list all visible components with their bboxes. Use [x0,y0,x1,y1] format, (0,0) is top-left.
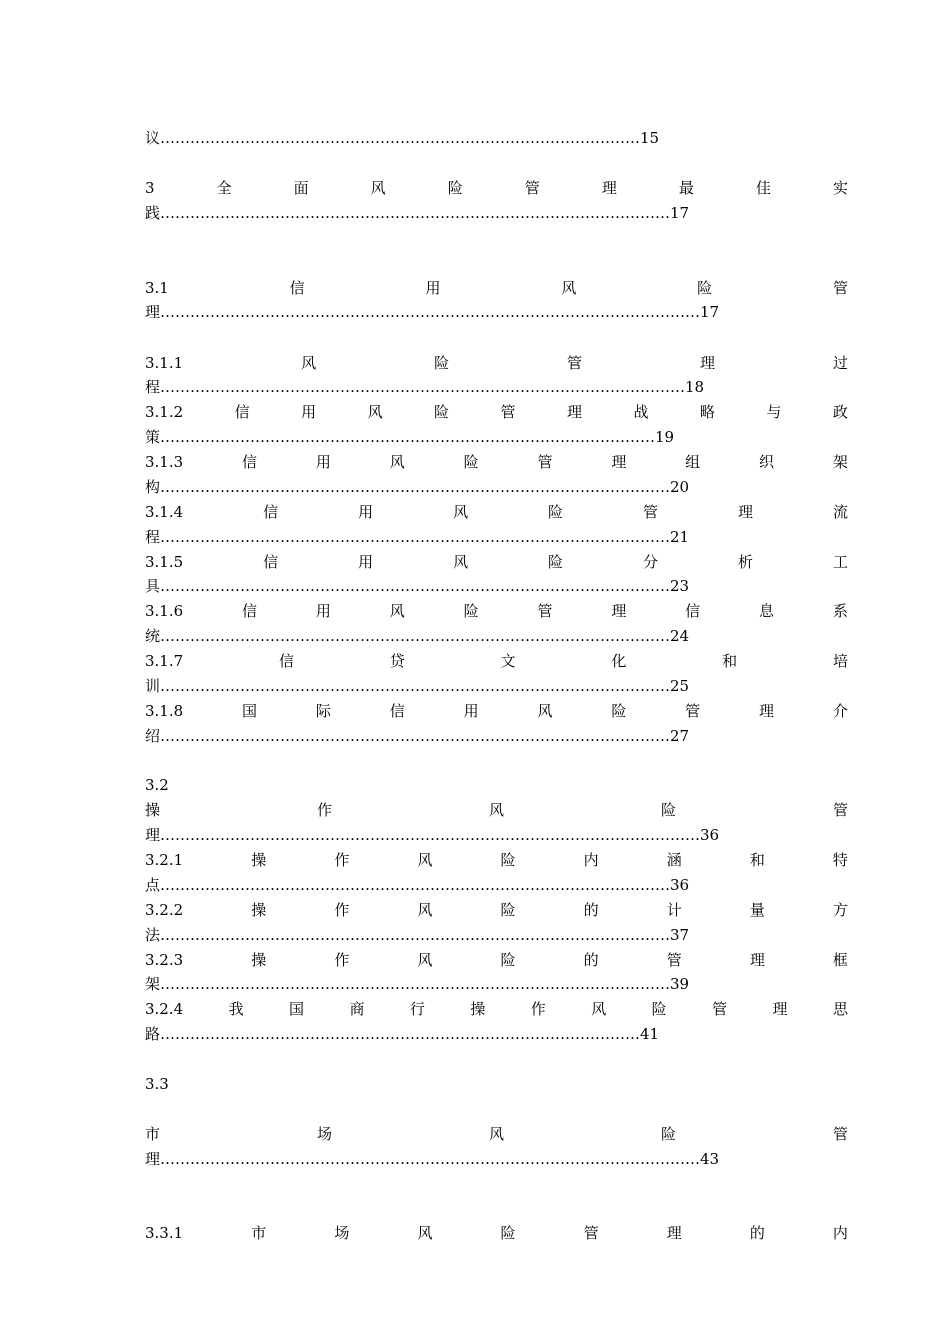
toc-entry-3-1-1: 3.1.1 风 险 管 理 过 [145,354,848,372]
toc-heading-3: 3 全 面 风 险 管 理 最 佳 实 [145,179,848,197]
toc-heading-3-2: 操 作 风 险 管 [145,801,848,819]
toc-entry-3-1-7: 3.1.7 信 贷 文 化 和 培 [145,652,848,670]
toc-heading-3-3: 市 场 风 险 管 [145,1125,848,1143]
toc-entry-3-1-5: 3.1.5 信 用 风 险 分 析 工 [145,553,848,571]
toc-leader-line: 法…………………………………………………………………………………………37 [145,926,690,944]
toc-leader-line: 点…………………………………………………………………………………………36 [145,876,690,894]
toc-leader-line: 绍…………………………………………………………………………………………27 [145,727,690,745]
toc-entry-3-1-8: 3.1.8 国 际 信 用 风 险 管 理 介 [145,702,848,720]
toc-leader-line: 程…………………………………………………………………………………………21 [145,528,690,546]
toc-entry-3-1-6: 3.1.6 信 用 风 险 管 理 信 息 系 [145,602,848,620]
toc-heading-3-2-number: 3.2 [145,776,169,794]
toc-entry-3-1-3: 3.1.3 信 用 风 险 管 理 组 织 架 [145,453,848,471]
toc-leader-line: 议……………………………………………………………………………………15 [145,129,660,147]
toc-leader-line: 程……………………………………………………………………………………………18 [145,378,705,396]
toc-leader-line: 践…………………………………………………………………………………………17 [145,204,690,222]
toc-heading-3-3-number: 3.3 [145,1075,169,1093]
toc-entry-3-2-3: 3.2.3 操 作 风 险 的 管 理 框 [145,951,848,969]
toc-leader-line: 路……………………………………………………………………………………41 [145,1025,660,1043]
toc-entry-3-2-2: 3.2.2 操 作 风 险 的 计 量 方 [145,901,848,919]
toc-entry-3-1-4: 3.1.4 信 用 风 险 管 理 流 [145,503,848,521]
toc-leader-line: 统…………………………………………………………………………………………24 [145,627,690,645]
toc-entry-3-1-2: 3.1.2 信 用 风 险 管 理 战 略 与 政 [145,403,848,421]
toc-leader-line: 训…………………………………………………………………………………………25 [145,677,690,695]
toc-heading-3-1: 3.1 信 用 风 险 管 [145,279,848,297]
toc-entry-3-2-1: 3.2.1 操 作 风 险 内 涵 和 特 [145,851,848,869]
toc-leader-line: 理………………………………………………………………………………………………36 [145,826,720,844]
toc-leader-line: 理………………………………………………………………………………………………43 [145,1150,720,1168]
toc-leader-line: 理………………………………………………………………………………………………17 [145,303,720,321]
toc-leader-line: 架…………………………………………………………………………………………39 [145,975,690,993]
toc-entry-3-3-1: 3.3.1 市 场 风 险 管 理 的 内 [145,1224,848,1242]
toc-entry-3-2-4: 3.2.4 我 国 商 行 操 作 风 险 管 理 思 [145,1000,848,1018]
toc-leader-line: 具…………………………………………………………………………………………23 [145,577,690,595]
toc-leader-line: 构…………………………………………………………………………………………20 [145,478,690,496]
toc-leader-line: 策………………………………………………………………………………………19 [145,428,675,446]
